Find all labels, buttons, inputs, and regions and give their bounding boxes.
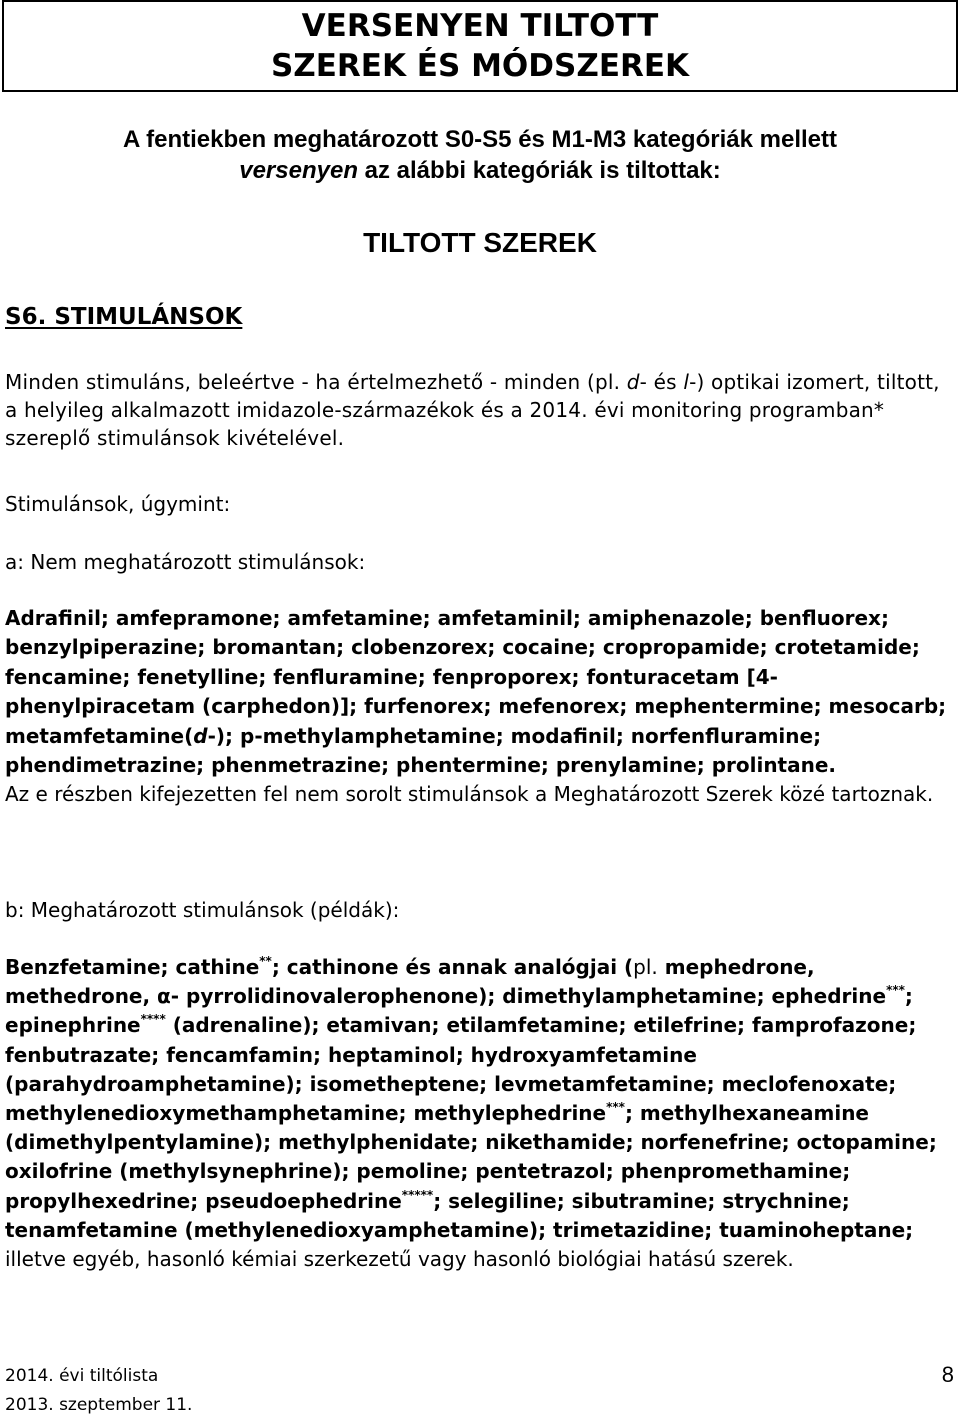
footnote-marker: **** (140, 1012, 166, 1027)
page-footer (5, 1362, 192, 1420)
category-intro-paragraph (5, 368, 955, 452)
section-heading: TILTOTT SZEREK (363, 227, 597, 258)
group-b-text-3: mephedrone, methedrone, α- pyrrolidinovalerophenone); dimethylamphetamine; ephedrine (5, 955, 887, 1009)
group-b-text-4: ; epinephrine (5, 984, 913, 1038)
footnote-marker: *** (606, 1100, 625, 1115)
intro-line-2 (0, 155, 960, 186)
group-a-list-part-2: -); p-methylamphetamine; modafinil; norfenfluramine; phendimetrazine; phenmetrazine; phentermine; prenylamine; prolintane. (5, 723, 837, 778)
intro-emphasis: versenyen (239, 157, 358, 184)
group-b-label: b: Meghatározott stimulánsok (példák): (5, 898, 400, 922)
title-line-2: SZEREK ÉS MÓDSZEREK (270, 48, 690, 84)
footnote-marker: ***** (401, 1187, 434, 1202)
group-b-section (5, 953, 955, 1274)
footer-list-year: 2014. évi tiltólista (5, 1366, 159, 1386)
stimulants-label: Stimulánsok, úgymint: (5, 492, 231, 516)
footer-date: 2013. szeptember 11. (5, 1395, 193, 1415)
d-isomer-mark: d (626, 370, 640, 394)
footnote-marker: *** (886, 983, 905, 998)
page-title (2, 0, 958, 92)
intro-text-2: - és (639, 370, 684, 394)
group-a-note: Az e részben kifejezetten fel nem sorolt stimulánsok a Meghatározott Szerek közé tartoznak. (5, 782, 934, 807)
group-b-text-2: ; cathinone és annak analógjai ( (271, 955, 634, 979)
group-b-text-1: Benzfetamine; cathine (5, 955, 260, 979)
intro-line-2-text: az alábbi kategóriák is tiltottak: (357, 157, 721, 184)
title-line-1: VERSENYEN TILTOTT (301, 8, 659, 44)
d-isomer-mark: d (193, 723, 208, 748)
group-b-tail: illetve egyéb, hasonló kémiai szerkezetű vagy hasonló biológiai hatású szerek. (5, 1247, 794, 1272)
abbreviation-pl: pl. (633, 955, 658, 979)
intro-line-1: A fentiekben meghatározott S0-S5 és M1-M3 kategóriák mellett (123, 126, 837, 153)
intro-text-3: -) optikai izomert, tiltott, a helyileg alkalmazott imidazole-származékok és a 2014. évi monitoring programban* szereplő stimulánsok kivételével. (5, 370, 940, 450)
footnote-marker: ** (259, 954, 272, 968)
intro-statement (0, 124, 960, 186)
group-b-substance-list (5, 955, 937, 1242)
category-heading: S6. STIMULÁNSOK (5, 304, 243, 330)
group-a-label: a: Nem meghatározott stimulánsok: (5, 550, 366, 574)
group-a-list-part-1: Adrafinil; amfepramone; amfetamine; amfetaminil; amiphenazole; benfluorex; benzylpiperazine; bromantan; clobenzorex; cocaine; cropropamide; crotetamide; fencamine; fenetylline; fenfluramine; fenproporex; fonturacetam [4-phenylpiracetam (carphedon)]; furfenorex; mefenorex; mephentermine; mesocarb; metamfetamine( (5, 606, 947, 748)
group-b-text-6: ; methylhexaneamine (dimethylpentylamine); methylphenidate; nikethamide; norfenefrine; octopamine; oxilofrine (methylsynephrine); pemoline; pentetrazol; phenpromethamine; propylhexedrine; pseudoephedrine (5, 1101, 937, 1213)
intro-text-1: Minden stimuláns, beleértve - ha értelmezhető - minden (pl. (5, 370, 627, 394)
group-b-text-7: ; selegiline; sibutramine; strychnine; tenamfetamine (methylenedioxyamphetamine); trimetazidine; tuaminoheptane; (5, 1188, 914, 1242)
l-isomer-mark: l (683, 370, 690, 394)
group-b-text-5: (adrenaline); etamivan; etilamfetamine; etilefrine; famprofazone; fenbutrazate; fencamfamin; heptaminol; hydroxyamfetamine (parahydroamphetamine); isometheptene; levmetamfetamine; meclofenoxate; methylenedioxymethamphetamine; methylephedrine (5, 1013, 917, 1126)
group-a-substance-list (5, 606, 946, 777)
group-a-section (5, 604, 955, 810)
page-number: 8 (941, 1362, 954, 1387)
